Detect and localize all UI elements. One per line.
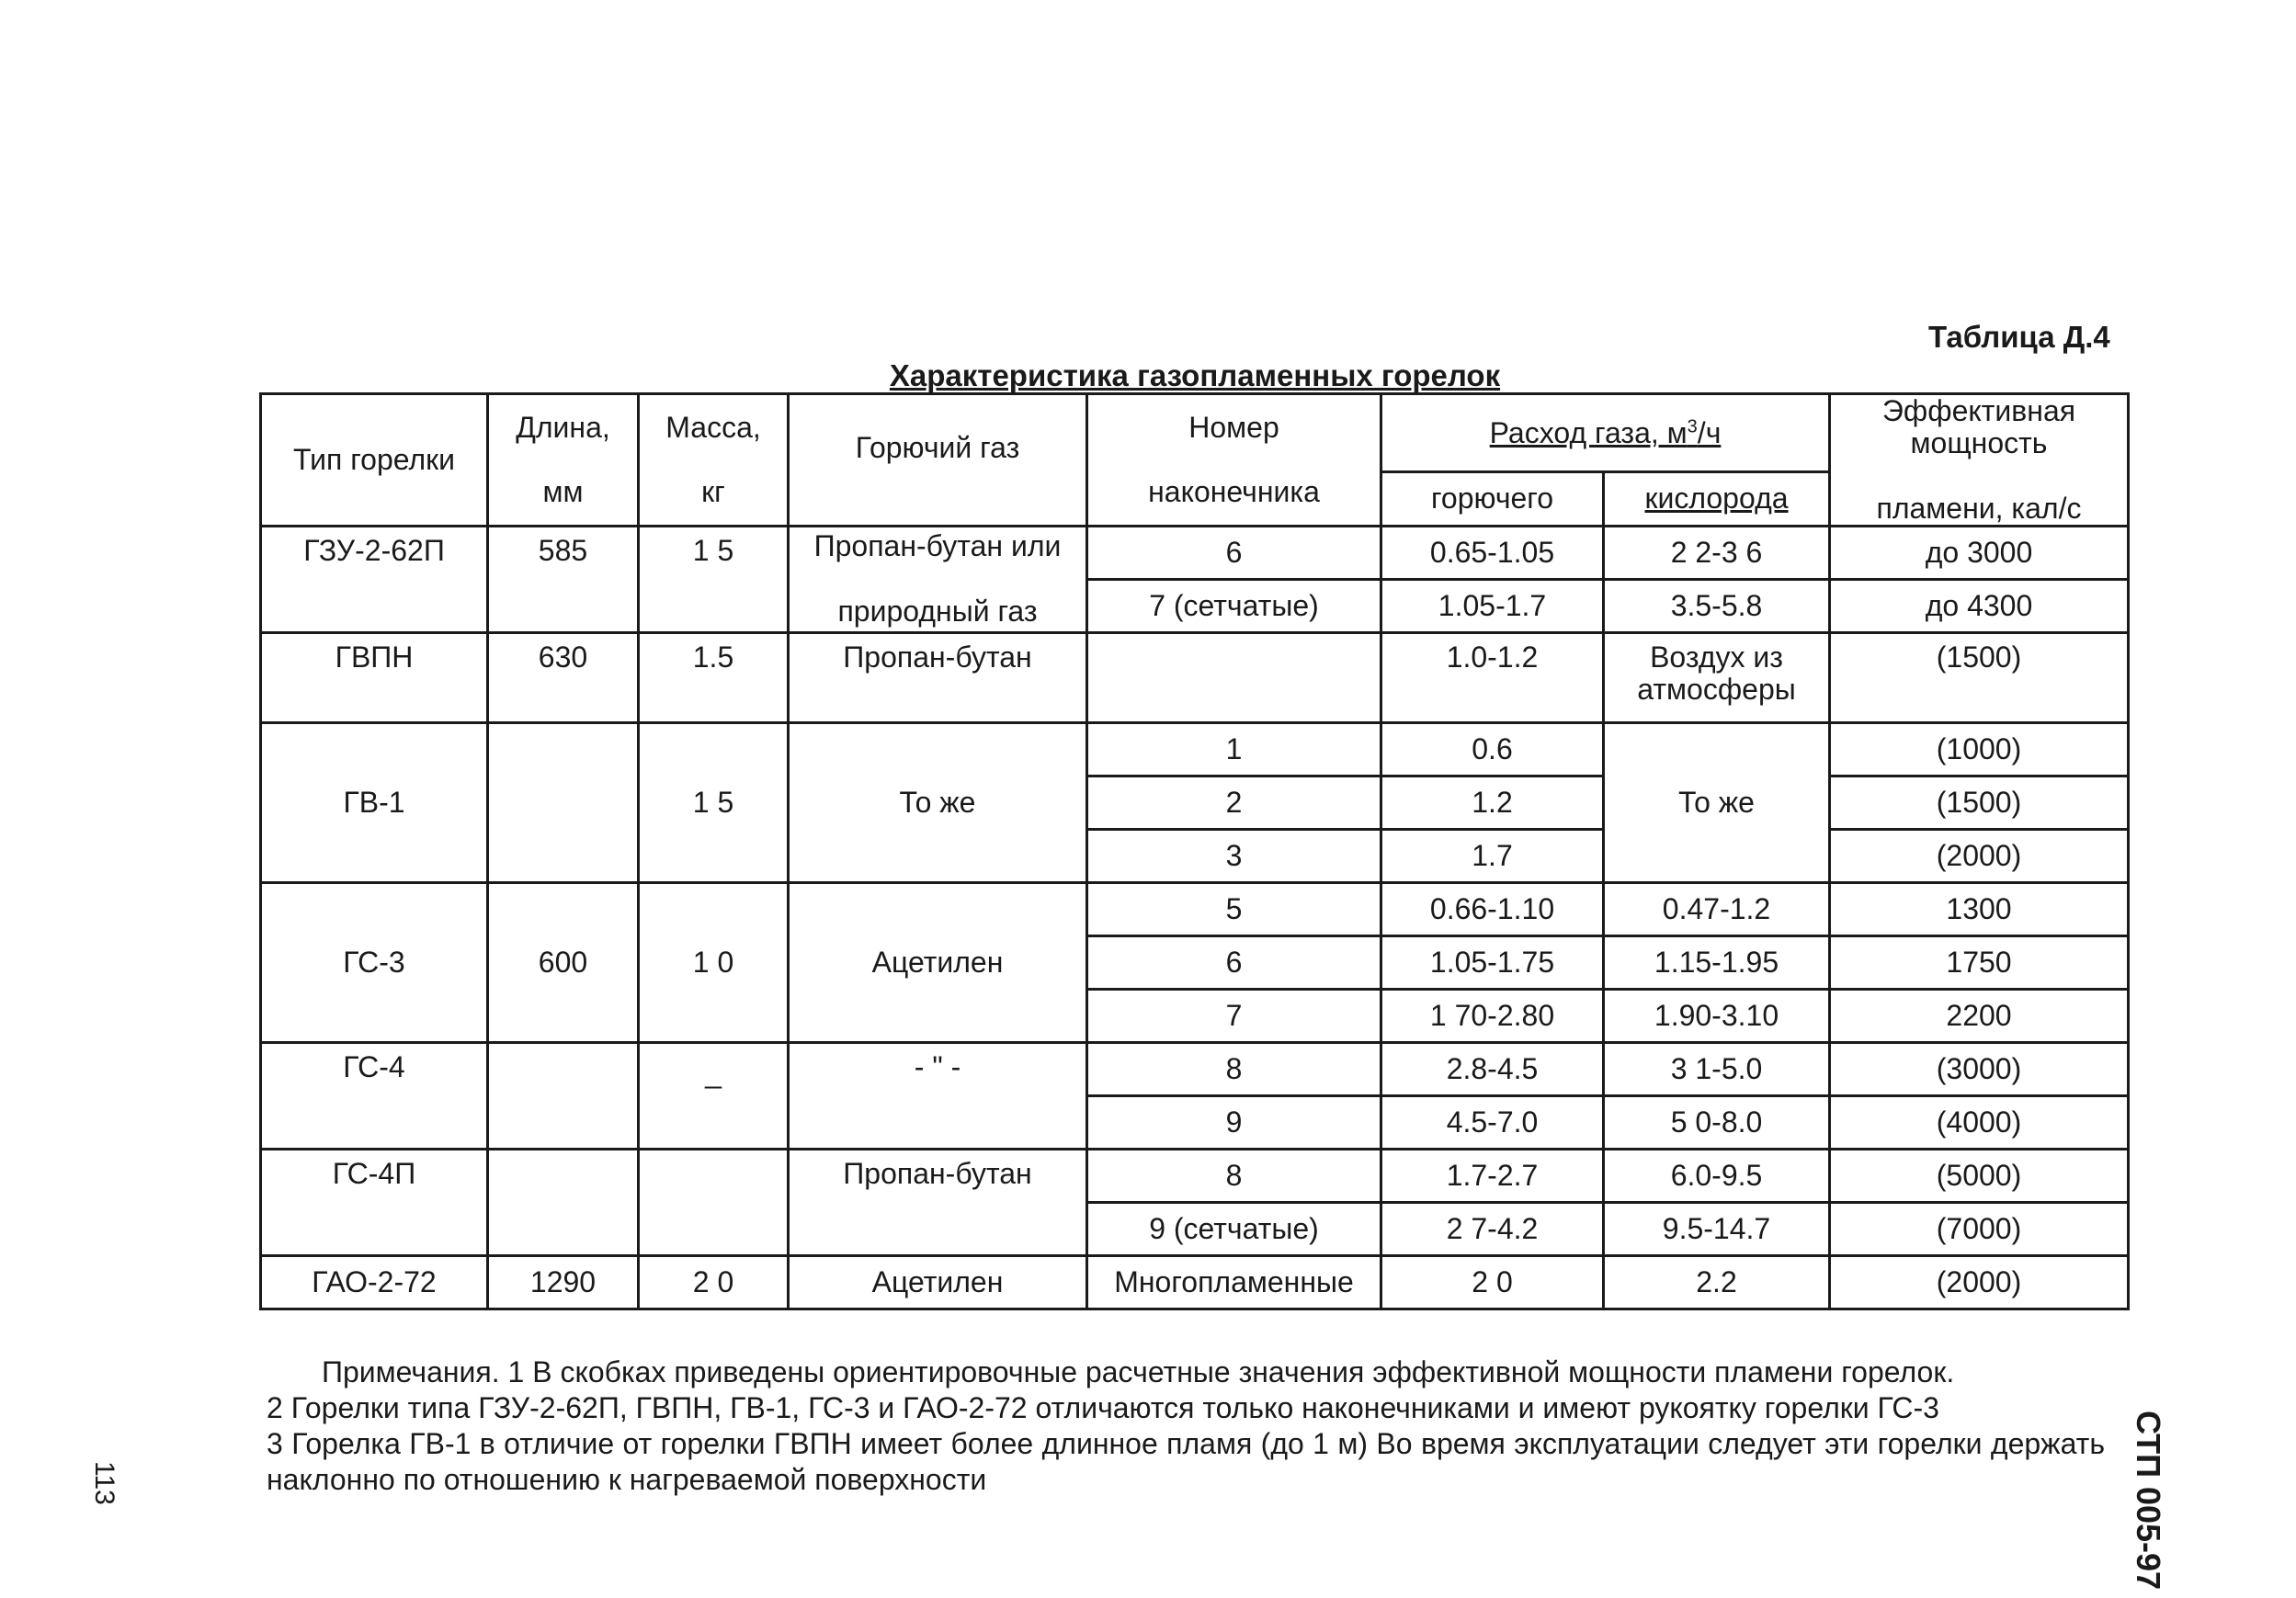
table-row: ГВПН 630 1.5 Пропан-бутан 1.0-1.2 Воздух из атмосферы (1500) bbox=[261, 632, 2129, 722]
table-row: 3 1.7 (2000) bbox=[261, 829, 2129, 882]
table-row: ГАО-2-72 1290 2 0 Ацетилен Многопламенные 2 0 2.2 (2000) bbox=[261, 1255, 2129, 1309]
table-title: Характеристика газопламенных горелок bbox=[889, 358, 1501, 392]
burner-spec-table bbox=[259, 392, 2130, 1310]
table-row: ГЗУ-2-62П 585 1 5 Пропан-бутан или природный газ 6 0.65-1.05 2 2-3 6 до 3000 bbox=[261, 526, 2129, 579]
table-row: 9 4.5-7.0 5 0-8.0 (4000) bbox=[261, 1095, 2129, 1149]
note-1: Примечания. 1 В скобках приведены ориентировочные расчетные значения эффективной мощности пламени горелок. bbox=[322, 1355, 1955, 1388]
table-notes bbox=[267, 1354, 2105, 1498]
table-row: 7 1 70-2.80 1.90-3.10 2200 bbox=[261, 989, 2129, 1042]
document-code: СТП 005-97 bbox=[2130, 1411, 2167, 1591]
header-power: Эффективная мощность пламени, кал/с bbox=[1830, 394, 2129, 527]
header-length: Длина, мм bbox=[488, 394, 639, 527]
table-row: ГС-4 _ - " - 8 2.8-4.5 3 1-5.0 (3000) bbox=[261, 1042, 2129, 1095]
table-row: ГВ-1 1 5 То же 1 0.6 То же (1000) bbox=[261, 722, 2129, 776]
header-tip: Номер наконечника bbox=[1087, 394, 1381, 527]
page-number: 113 bbox=[89, 1461, 119, 1505]
header-type: Тип горелки bbox=[261, 394, 488, 527]
fuel-cell: Пропан-бутан или природный газ bbox=[789, 526, 1087, 632]
header-fuel: Горючий газ bbox=[789, 394, 1087, 527]
table-row: ГС-4П Пропан-бутан 8 1.7-2.7 6.0-9.5 (5000) bbox=[261, 1149, 2129, 1202]
header-mass: Масса, кг bbox=[639, 394, 789, 527]
table-row: 2 1.2 (1500) bbox=[261, 776, 2129, 829]
note-2: 2 Горелки типа ГЗУ-2-62П, ГВПН, ГВ-1, ГС-3 и ГАО-2-72 отличаются только наконечниками и имеют рукоятку горелки ГС-3 bbox=[267, 1391, 1939, 1425]
table-row: 9 (сетчатые) 2 7-4.2 9.5-14.7 (7000) bbox=[261, 1202, 2129, 1255]
table-row: ГС-3 600 1 0 Ацетилен 5 0.66-1.10 0.47-1.2 1300 bbox=[261, 882, 2129, 935]
header-flow-oxygen: кислорода bbox=[1604, 472, 1830, 527]
table-row: 7 (сетчатые) 1.05-1.7 3.5-5.8 до 4300 bbox=[261, 579, 2129, 632]
header-flow-fuel: горючего bbox=[1381, 472, 1604, 527]
note-3: 3 Горелка ГВ-1 в отличие от горелки ГВПН имеет более длинное пламя (до 1 м) Во время эксплуатации следует эти горелки держать наклонно по отношению к нагреваемой поверхности bbox=[267, 1427, 2105, 1497]
table-label: Таблица Д.4 bbox=[1928, 320, 2110, 354]
table-row: 6 1.05-1.75 1.15-1.95 1750 bbox=[261, 935, 2129, 989]
header-flow: Расход газа, $м^3/ч$ bbox=[1381, 394, 1830, 472]
